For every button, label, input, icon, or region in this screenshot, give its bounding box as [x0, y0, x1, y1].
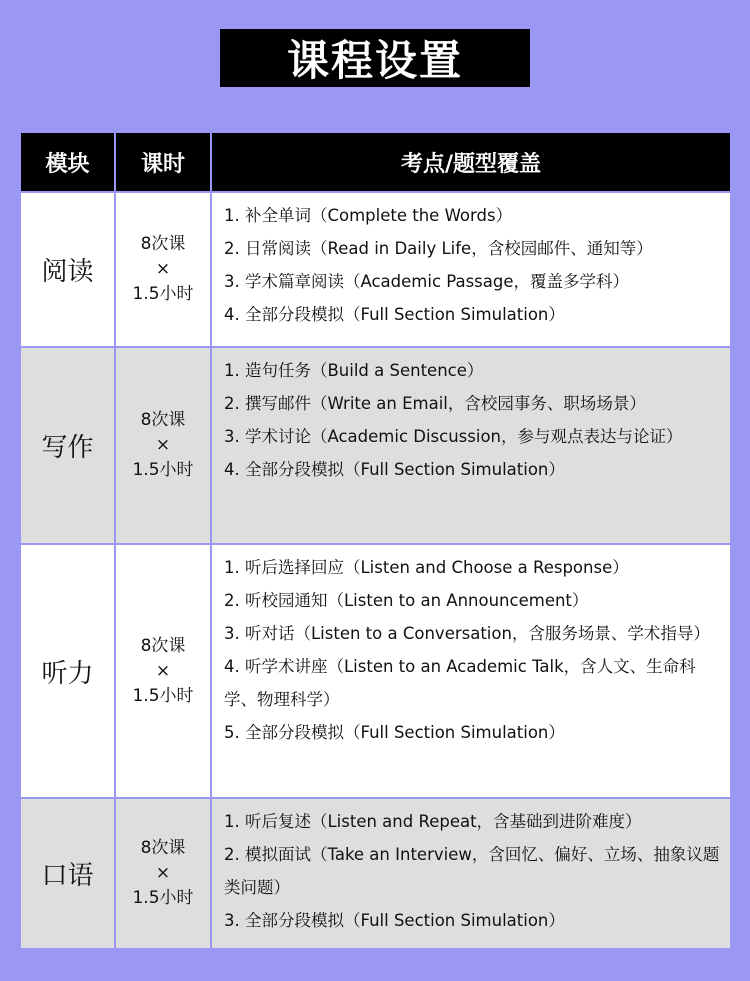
list-item: 2. 听校园通知（Listen to an Announcement）: [224, 591, 589, 610]
hours-cell: [115, 544, 211, 798]
list-item: 4. 全部分段模拟（Full Section Simulation）: [224, 305, 565, 324]
hours-duration: 1.5小时: [132, 460, 194, 480]
coverage-cell: [211, 798, 731, 949]
coverage-cell: [211, 347, 731, 544]
header-coverage: 考点/题型覆盖: [211, 132, 731, 192]
list-item: 4. 听学术讲座（Listen to an Academic Talk，含人文、生命科学、物理科学）: [224, 657, 696, 709]
list-item: 1. 听后选择回应（Listen and Choose a Response）: [224, 558, 629, 577]
table-row: [20, 347, 731, 544]
page-title: 课程设置: [220, 29, 530, 87]
table-row: [20, 192, 731, 347]
coverage-cell: [211, 192, 731, 347]
hours-sessions: 8次课: [140, 635, 186, 656]
list-item: 4. 全部分段模拟（Full Section Simulation）: [224, 460, 565, 479]
module-cell: 口语: [20, 798, 115, 949]
list-item: 2. 日常阅读（Read in Daily Life，含校园邮件、通知等）: [224, 239, 653, 258]
list-item: 5. 全部分段模拟（Full Section Simulation）: [224, 723, 565, 742]
table-row: [20, 798, 731, 949]
module-cell: 写作: [20, 347, 115, 544]
header-hours: 课时: [115, 132, 211, 192]
hours-times: ×: [155, 660, 171, 681]
hours-duration: 1.5小时: [132, 685, 194, 706]
list-item: 2. 撰写邮件（Write an Email，含校园事务、职场场景）: [224, 394, 646, 413]
hours-cell: [115, 347, 211, 544]
list-item: 1. 补全单词（Complete the Words）: [224, 206, 513, 225]
course-table: [19, 131, 732, 950]
hours-cell: [115, 798, 211, 949]
hours-duration: 1.5小时: [132, 284, 194, 304]
table-row: [20, 544, 731, 798]
hours-cell: [115, 192, 211, 347]
hours-times: ×: [155, 435, 171, 455]
list-item: 1. 造句任务（Build a Sentence）: [224, 361, 484, 380]
hours-times: ×: [155, 259, 171, 279]
coverage-cell: [211, 544, 731, 798]
header-module: 模块: [20, 132, 115, 192]
list-item: 2. 模拟面试（Take an Interview，含回忆、偏好、立场、抽象议题类问题）: [224, 845, 720, 897]
list-item: 1. 听后复述（Listen and Repeat，含基础到进阶难度）: [224, 812, 642, 831]
hours-sessions: 8次课: [140, 234, 186, 254]
list-item: 3. 全部分段模拟（Full Section Simulation）: [224, 911, 565, 930]
hours-duration: 1.5小时: [132, 888, 194, 908]
hours-sessions: 8次课: [140, 410, 186, 430]
table-header-row: [20, 132, 731, 192]
list-item: 3. 学术篇章阅读（Academic Passage，覆盖多学科）: [224, 272, 630, 291]
list-item: 3. 学术讨论（Academic Discussion，参与观点表达与论证）: [224, 427, 683, 446]
hours-sessions: 8次课: [140, 838, 186, 858]
module-cell: 阅读: [20, 192, 115, 347]
list-item: 3. 听对话（Listen to a Conversation，含服务场景、学术指导）: [224, 624, 710, 643]
hours-times: ×: [155, 863, 171, 883]
module-cell: 听力: [20, 544, 115, 798]
